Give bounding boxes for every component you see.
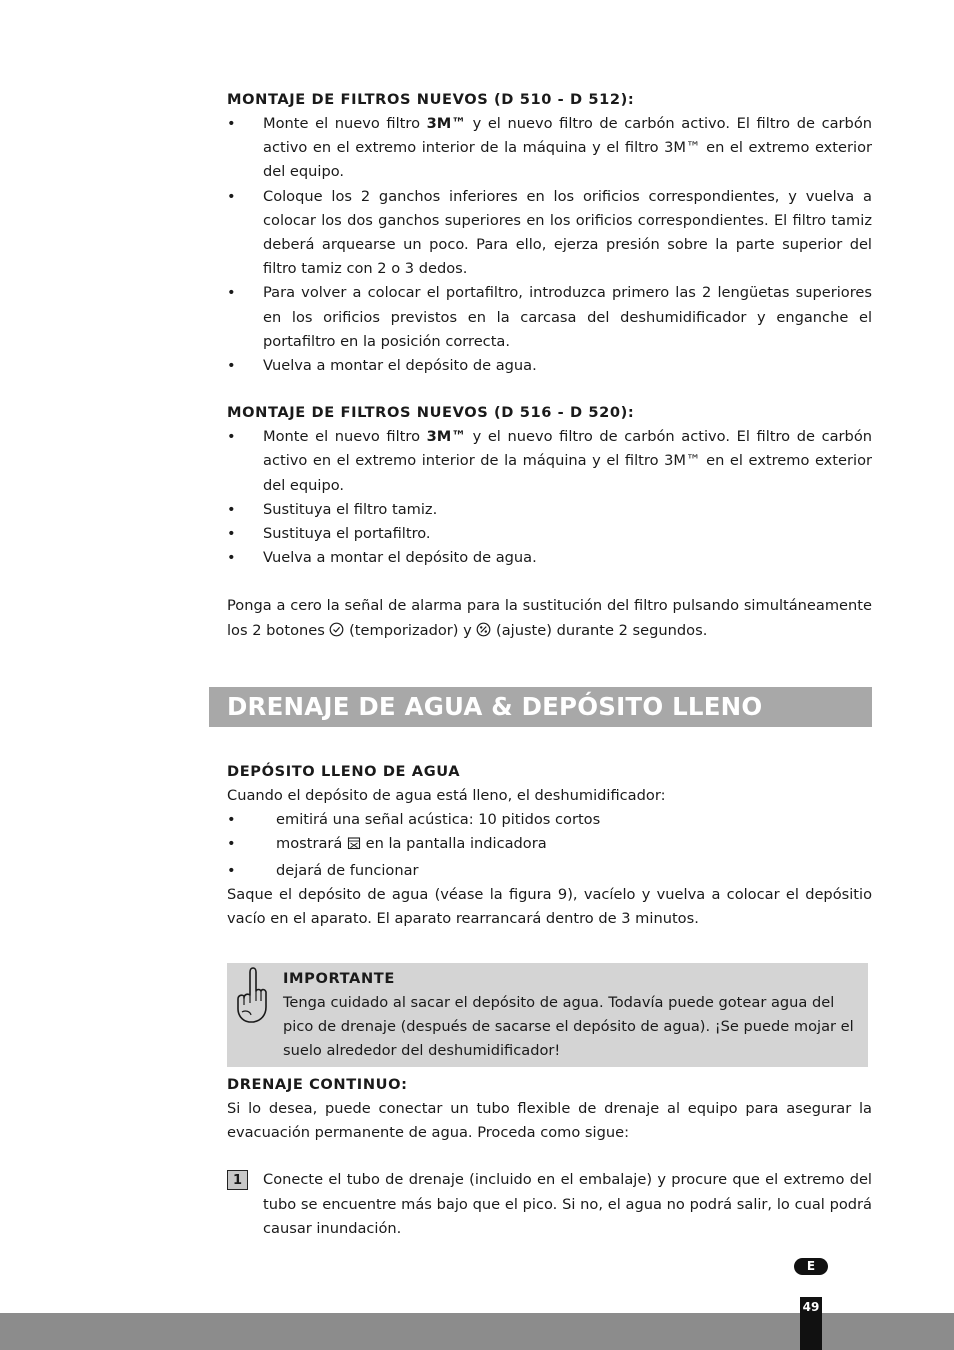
list-item: • Monte el nuevo filtro 3M™ y el nuevo filtro de carbón activo. El filtro de carbón activo en el extremo interior de la máquina y el filtro 3M™ en el extremo exterior del equipo.: [227, 115, 872, 181]
step-text: Conecte el tubo de drenaje (incluido en el embalaje) y procure que el extremo del tubo se encuentre más bajo que el pico. Si no, el agua no podrá salir, lo cual podrá causar inundación.: [263, 1171, 872, 1237]
tank-outro: Saque el depósito de agua (véase la figura 9), vacíelo y vuelva a colocar el depósitio vacío en el aparato. El aparato rearrancará dentro de 3 minutos.: [227, 885, 872, 928]
timer-icon: [329, 621, 344, 645]
filter-section: [227, 88, 872, 645]
humidity-percent-icon: [476, 621, 491, 645]
heading-filters-d510: MONTAJE DE FILTROS NUEVOS (D 510 - D 512):: [227, 91, 635, 108]
list-item: • Sustituya el portafiltro.: [227, 525, 431, 543]
section-title: DRENAJE DE AGUA & DEPÓSITO LLENO: [209, 687, 872, 727]
pointing-hand-icon: [233, 965, 269, 1031]
heading-tank-full: DEPÓSITO LLENO DE AGUA: [227, 763, 461, 780]
list-item: • Sustituya el filtro tamiz.: [227, 500, 438, 518]
list-d516: [227, 425, 872, 570]
list-item: • Vuelva a montar el depósito de agua.: [227, 549, 537, 567]
list-item: • mostrará en la pantalla indicadora: [227, 832, 872, 858]
tank-full-section: [227, 760, 872, 931]
heading-continuous-drain: DRENAJE CONTINUO:: [227, 1076, 408, 1093]
list-d510: [227, 112, 872, 378]
list-item: • emitirá una señal acústica: 10 pitidos cortos: [227, 811, 601, 829]
language-badge: E: [794, 1258, 828, 1275]
heading-filters-d516: MONTAJE DE FILTROS NUEVOS (D 516 - D 520):: [227, 404, 635, 422]
tank-intro: Cuando el depósito de agua está lleno, el deshumidificador:: [227, 787, 666, 804]
step-1: [227, 1168, 872, 1241]
list-item: • Vuelva a montar el depósito de agua.: [227, 357, 537, 375]
drain-intro: Si lo desea, puede conectar un tubo flexible de drenaje al equipo para asegurar la evacuación permanente de agua. Proceda como sigue:: [227, 1100, 872, 1142]
reset-instruction: Ponga a cero la señal de alarma para la sustitución del filtro pulsando simultáneamente los 2 botones (temporizador) y (ajuste) durante 2 segundos.: [227, 594, 872, 644]
note-heading: IMPORTANTE: [283, 970, 395, 987]
important-note: [227, 963, 868, 1067]
tank-full-icon: [347, 834, 361, 858]
continuous-drain-section: [227, 1073, 872, 1241]
step-number: 1: [227, 1170, 248, 1190]
list-item: • Monte el nuevo filtro 3M™ y el nuevo filtro de carbón activo. El filtro de carbón activo en el extremo interior de la máquina y el filtro 3M™ en el extremo exterior del equipo.: [227, 428, 872, 494]
list-item: • dejará de funcionar: [227, 861, 419, 879]
note-text: Tenga cuidado al sacar el depósito de agua. Todavía puede gotear agua del pico de drenaje (después de sacarse el depósito de agua). ¡Se puede mojar el suelo alrededor del deshumidificador!: [283, 994, 854, 1060]
tank-list: [227, 808, 872, 883]
page-number: 49: [800, 1297, 822, 1350]
list-item: • Para volver a colocar el portafiltro, introduzca primero las 2 lengüetas superiores en los orificios previstos en la carcasa del deshumidificador y enganche el portafiltro en la posición correcta.: [227, 284, 872, 350]
list-item: • Coloque los 2 ganchos inferiores en los orificios correspondientes, y vuelva a colocar los dos ganchos superiores en los orificios correspondientes. El filtro tamiz deberá arquearse un poco. Para ello, ejerza presión sobre la parte superior del filtro tamiz con 2 o 3 dedos.: [227, 187, 872, 278]
